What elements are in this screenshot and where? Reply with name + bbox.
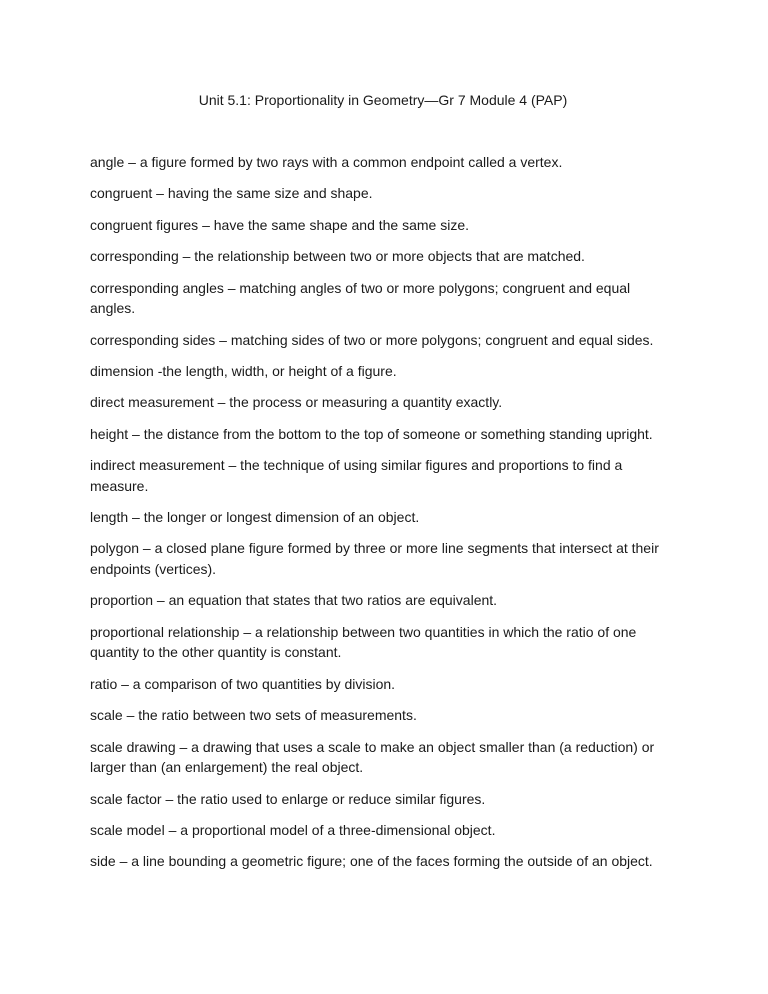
glossary-entry-congruent: congruent – having the same size and shape. (90, 185, 373, 202)
glossary-entry-direct-measurement: direct measurement – the process or measuring a quantity exactly. (90, 394, 503, 411)
glossary-entry-indirect-measurement: indirect measurement – the technique of using similar figures and proportions to find a measure. (90, 457, 623, 494)
glossary-entry-proportional-relationship: proportional relationship – a relationship between two quantities in which the ratio of one quantity to the other quantity is constant. (90, 623, 637, 661)
glossary-entry-corresponding-sides: corresponding sides – matching sides of two or more polygons; congruent and equal sides. (90, 331, 654, 348)
page-title: Unit 5.1: Proportionality in Geometry—Gr 7 Module 4 (PAP) (198, 92, 568, 108)
glossary-entry-scale-model: scale model – a proportional model of a three-dimensional object. (90, 822, 496, 838)
glossary-list (90, 152, 676, 872)
glossary-entry-height: height – the distance from the bottom to the top of someone or something standing upright. (90, 425, 653, 442)
glossary-entry-scale-factor: scale factor – the ratio used to enlarge or reduce similar figures. (90, 790, 486, 807)
glossary-entry-corresponding: corresponding – the relationship between two or more objects that are matched. (90, 248, 585, 265)
glossary-entry-length: length – the longer or longest dimension of an object. (90, 509, 420, 526)
glossary-entry-ratio: ratio – a comparison of two quantities by division. (90, 675, 396, 692)
glossary-entry-polygon: polygon – a closed plane figure formed by three or more line segments that intersect at their endpoints (vertices). (90, 540, 659, 578)
glossary-entry-congruent-figures: congruent figures – have the same shape and the same size. (90, 216, 470, 233)
glossary-entry-angle: angle – a figure formed by two rays with a common endpoint called a vertex. (90, 154, 563, 170)
glossary-entry-scale-drawing: scale drawing – a drawing that uses a scale to make an object smaller than (a reduction) or larger than (an enlargement) the real object. (90, 738, 655, 776)
glossary-entry-scale: scale – the ratio between two sets of measurements. (90, 707, 417, 724)
glossary-entry-corresponding-angles: corresponding angles – matching angles of two or more polygons; congruent and equal angles. (90, 279, 631, 317)
glossary-entry-side: side – a line bounding a geometric figure; one of the faces forming the outside of an object. (90, 853, 653, 870)
glossary-entry-dimension: dimension -the length, width, or height of a figure. (90, 362, 397, 379)
glossary-entry-proportion: proportion – an equation that states that two ratios are equivalent. (90, 592, 498, 609)
